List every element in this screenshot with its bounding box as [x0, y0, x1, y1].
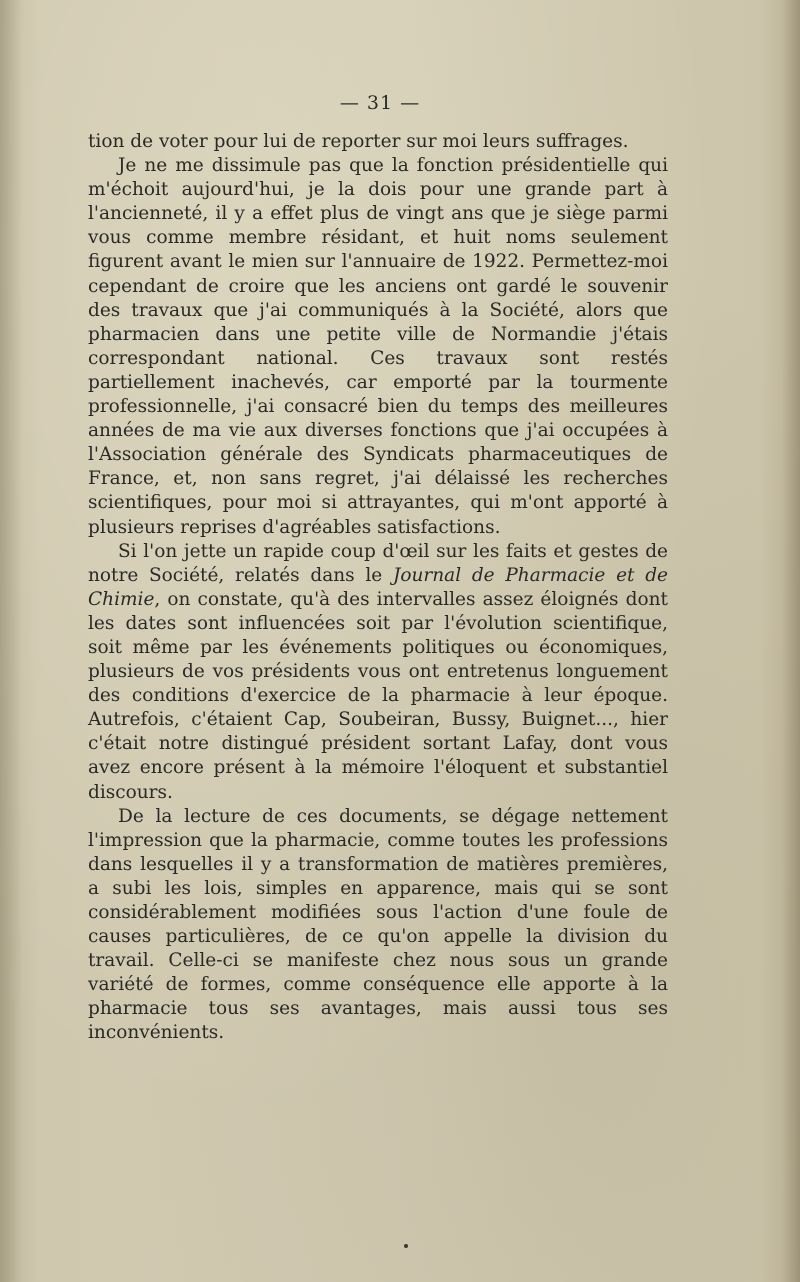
paragraph-text: tion de voter pour lui de reporter sur moi leurs suffrages.: [88, 131, 629, 152]
page-number: — 31 —: [339, 92, 421, 114]
body-text: [88, 130, 668, 1046]
paragraph-text: , on constate, qu'à des intervalles assez éloignés dont les dates sont influencées soit par l'évolution scientifique, soit même par les événements politiques ou économiques, plusieurs de vos présidents vous ont entretenus longuement des conditions d'exercice de la pharmacie à leur époque. Autrefois, c'étaient Cap, Soubeiran, Bussy, Buignet..., hier c'était notre distingué président sortant Lafay, dont vous avez encore présent à la mémoire l'éloquent et substantiel discours.: [88, 588, 668, 803]
spine-shadow: [0, 0, 22, 1282]
paragraph-text: Je ne me dissimule pas que la fonction présidentielle qui m'échoit aujourd'hui, je la dois pour une grande part à l'ancienneté, il y a effet plus de vingt ans que je siège parmi vous comme membre résidant, et huit noms seulement figurent avant le mien sur l'annuaire de 1922. Permettez-moi cependant de croire que les anciens ont gardé le souvenir des travaux que j'ai communiqués à la Société, alors que pharmacien dans une petite ville de Normandie j'étais correspondant national. Ces travaux sont restés partiellement inachevés, car emporté par la tourmente professionnelle, j'ai consacré bien du temps des meilleures années de ma vie aux diverses fonctions que j'ai occupées à l'Association générale des Syndicats pharmaceutiques de France, et, non sans regret, j'ai délaissé les recherches scientifiques, pour moi si attrayantes, qui m'ont apporté à plusieurs reprises d'agréables satisfactions.: [88, 155, 668, 538]
paragraph-text: Si l'on jette un rapide coup d'œil sur les faits et gestes de notre Société, relatés dans le: [88, 540, 668, 586]
paragraph-text: De la lecture de ces documents, se dégage nettement l'impression que la pharmacie, comme toutes les professions dans lesquelles il y a transformation de matières premières, a subi les lois, simples en apparence, mais qui se sont considérablement modifiées sous l'action d'une foule de causes particulières, de ce qu'on appelle la division du travail. Celle-ci se manifeste chez nous sous un grande variété de formes, comme conséquence elle apporte à la pharmacie tous ses avantages, mais aussi tous ses inconvénients.: [88, 805, 668, 1044]
paragraph: [88, 540, 668, 805]
ink-speck: [404, 1244, 408, 1248]
paragraph: [88, 130, 668, 154]
paragraph: [88, 154, 668, 540]
page-edge: [782, 0, 800, 1282]
paragraph: [88, 805, 668, 1046]
journal-title: Journal de Pharmacie et de Chimie: [88, 564, 668, 610]
